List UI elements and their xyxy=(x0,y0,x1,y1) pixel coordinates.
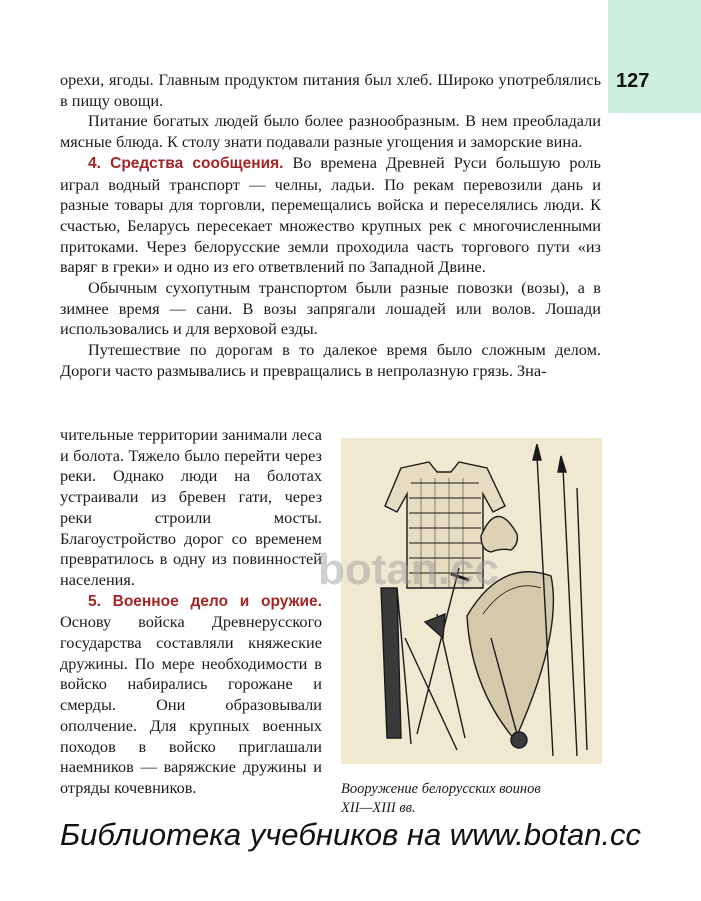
caption-line: XII—XIII вв. xyxy=(341,800,416,816)
section-5-text: Основу войска Древнерусского государства составляли княжеские дружины. По мере необходимости в войско набирались горожане и смерды. Они образовывали ополчение. Для крупных военных походов в войско приглашали наемников — варяжские дружины и отряды кочевников. xyxy=(60,612,322,797)
paragraph: чительные территории занимали леса и болота. Тяжело было перейти через реки. Однако люди на болотах устраивали из бревен гати, через реки строили мосты. Благоустройство дорог со временем превратилось в одну из повинностей населения. xyxy=(60,425,322,589)
text-column-full xyxy=(60,70,601,382)
paragraph: Питание богатых людей было более разнообразным. В нем преобладали мясные блюда. К столу знати подавали разные угощения и заморские вина. xyxy=(60,111,601,152)
caption-line: Вооружение белорусских воинов xyxy=(341,781,541,797)
section-4-text: Во времена Древней Руси большую роль играл водный транспорт — челны, ладьи. По рекам перевозили дань и разные товары для торговли, перемещались войска и переселялись люди. К счастью, Беларусь пересекает множество крупных рек с многочисленными притоками. Через белорусские земли проходила часть торгового пути «из варяг в греки» и одно из его ответвлений по Западной Двине. xyxy=(60,152,601,277)
page-number-tab xyxy=(608,0,701,113)
paragraph: Обычным сухопутным транспортом были разные повозки (возы), а в зимнее время — сани. В возы запрягали лошадей или волов. Лошади использовались и для верховой езды. xyxy=(60,278,601,339)
weapons-illustration xyxy=(341,438,602,764)
section-5-heading: 5. Военное дело и оружие. xyxy=(88,592,322,610)
footer-banner: Библиотека учебников на www.botan.cc xyxy=(60,817,642,852)
section-4-paragraph xyxy=(60,153,601,278)
section-5-paragraph xyxy=(60,591,322,799)
text-column-narrow xyxy=(60,425,322,799)
section-4-heading: 4. Средства сообщения. xyxy=(88,154,284,172)
watermark: botan.cc xyxy=(318,545,499,594)
paragraph: Путешествие по дорогам в то далекое время было сложным делом. Дороги часто размывались и превращались в непролазную грязь. Зна- xyxy=(60,340,601,380)
paragraph: орехи, ягоды. Главным продуктом питания был хлеб. Широко употреблялись в пищу овощи. xyxy=(60,70,601,110)
figure-caption xyxy=(341,780,602,818)
page-number: 127 xyxy=(616,70,650,92)
weapons-drawing xyxy=(341,438,602,764)
